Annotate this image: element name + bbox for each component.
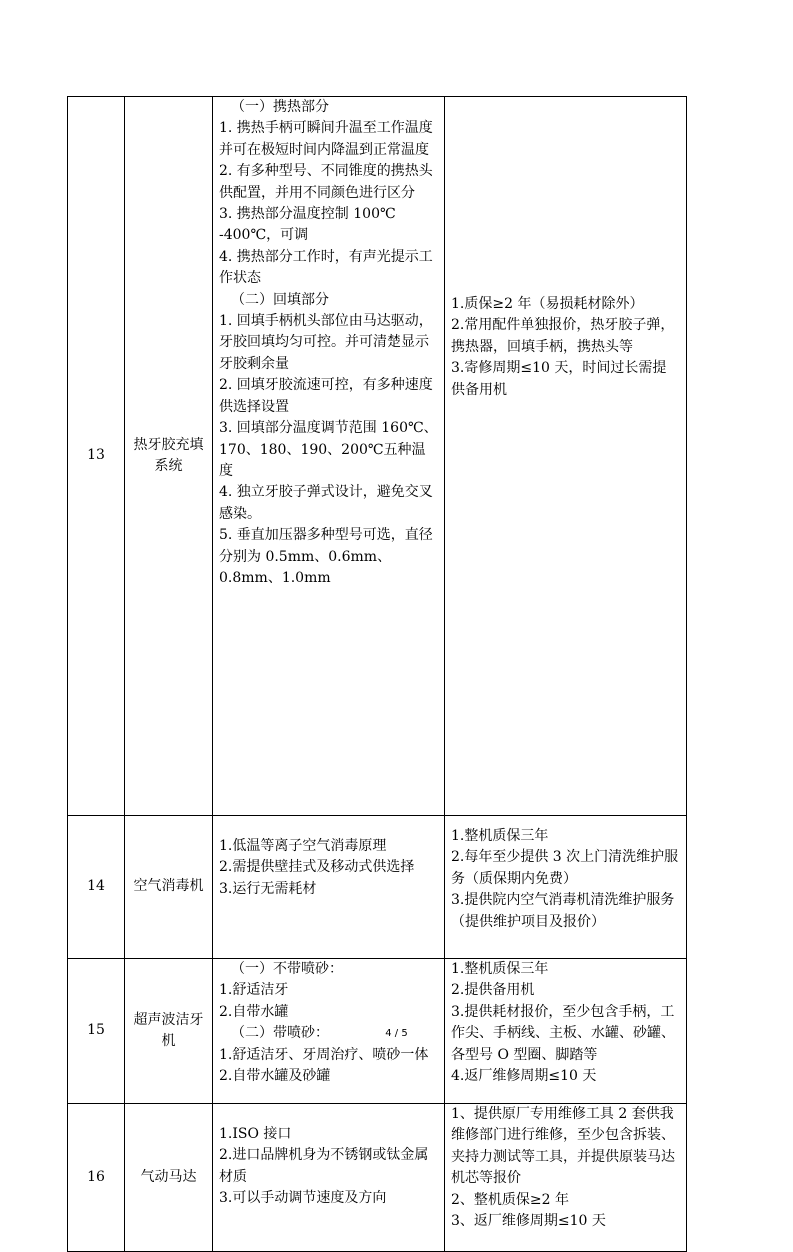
requirements-cell (213, 816, 445, 959)
requirements-cell (213, 97, 445, 816)
requirement-line: 2. 回填牙胶流速可控，有多种速度供选择设置 (219, 377, 433, 415)
service-line: 3、返厂维修周期≤10 天 (451, 1213, 606, 1230)
service-line: 2.常用配件单独报价，热牙胶子弹，携热器，回填手柄，携热头等 (451, 317, 675, 355)
requirement-line: 3. 回填部分温度调节范围 160℃、170、180、190、200℃五种温度 (219, 420, 438, 479)
service-line: 4.返厂维修周期≤10 天 (451, 1068, 597, 1085)
requirement-line: 1. 回填手柄机头部位由马达驱动，牙胶回填均匀可控。并可清楚显示牙胶剩余量 (219, 313, 433, 372)
section-heading: （二）回填部分 (231, 291, 329, 308)
requirement-line: 1.低温等离子空气消毒原理 (219, 838, 387, 854)
item-name: 气动马达 (125, 1104, 213, 1252)
requirement-line: 3.运行无需耗材 (219, 880, 317, 897)
requirement-line: 1.舒适洁牙 (219, 982, 289, 999)
service-line: 2.每年至少提供 3 次上门清洗维护服务（质保期内免费） (451, 849, 679, 887)
requirement-line: 2.需提供壁挂式及移动式供选择 (219, 859, 415, 876)
section-heading: （一）携热部分 (231, 99, 329, 115)
equipment-spec-table (67, 96, 687, 1252)
requirement-line: 1.舒适洁牙、牙周治疗、喷砂一体 (219, 1046, 429, 1063)
requirement-line: 2. 有多种型号、不同锥度的携热头供配置，并用不同颜色进行区分 (219, 163, 433, 201)
service-line: 2.提供备用机 (451, 982, 535, 999)
requirement-line: 2.进口品牌机身为不锈钢或钛金属材质 (219, 1147, 429, 1185)
service-cell (445, 816, 687, 959)
item-number: 16 (68, 1104, 125, 1252)
requirement-line: 2.自带水罐及砂罐 (219, 1068, 331, 1085)
requirement-line: 1. 携热手柄可瞬间升温至工作温度并可在极短时间内降温到正常温度 (219, 120, 433, 158)
service-line: 1.整机质保三年 (451, 828, 549, 844)
service-cell (445, 1104, 687, 1252)
requirement-line: 3.可以手动调节速度及方向 (219, 1190, 387, 1207)
service-line: 3.提供院内空气消毒机清洗维护服务（提供维护项目及报价） (451, 892, 675, 930)
service-line: 3.寄修周期≤10 天，时间过长需提供备用机 (451, 360, 667, 398)
section-heading: （二）带喷砂： (231, 1025, 329, 1042)
item-name: 热牙胶充填系统 (125, 97, 213, 816)
service-line: 3.提供耗材报价，至少包含手柄，工作尖、手柄线、主板、水罐、砂罐、各型号 O 型圈、脚踏等 (451, 1003, 675, 1063)
section-heading: （一）不带喷砂： (231, 961, 343, 977)
requirements-cell (213, 1104, 445, 1252)
requirement-line: 4. 独立牙胶子弹式设计，避免交叉感染。 (219, 484, 433, 522)
item-name: 空气消毒机 (125, 816, 213, 959)
requirement-line: 3. 携热部分温度控制 100℃ -400℃，可调 (219, 206, 401, 244)
requirement-line: 4. 携热部分工作时，有声光提示工作状态 (219, 248, 433, 287)
table-row (68, 1104, 687, 1252)
table-row (68, 97, 687, 816)
service-line: 1.质保≥2 年（易损耗材除外） (451, 296, 644, 312)
page-number: 4 / 5 (385, 1028, 408, 1039)
service-line: 2、整机质保≥2 年 (451, 1191, 569, 1208)
item-number: 15 (68, 959, 125, 1104)
service-line: 1.整机质保三年 (451, 961, 549, 977)
table-row (68, 816, 687, 959)
requirement-line: 5. 垂直加压器多种型号可选，直径分别为 0.5mm、0.6mm、0.8mm、1.0mm (219, 527, 433, 586)
item-number: 13 (68, 97, 125, 816)
service-cell (445, 97, 687, 816)
requirement-line: 2.自带水罐 (219, 1003, 289, 1020)
service-line: 1、提供原厂专用维修工具 2 套供我维修部门进行维修，至少包含拆装、夹持力测试等工具，并提供原装马达机芯等报价 (451, 1106, 675, 1187)
item-number: 14 (68, 816, 125, 959)
requirement-line: 1.ISO 接口 (219, 1126, 292, 1142)
item-name: 超声波洁牙机 (125, 959, 213, 1104)
